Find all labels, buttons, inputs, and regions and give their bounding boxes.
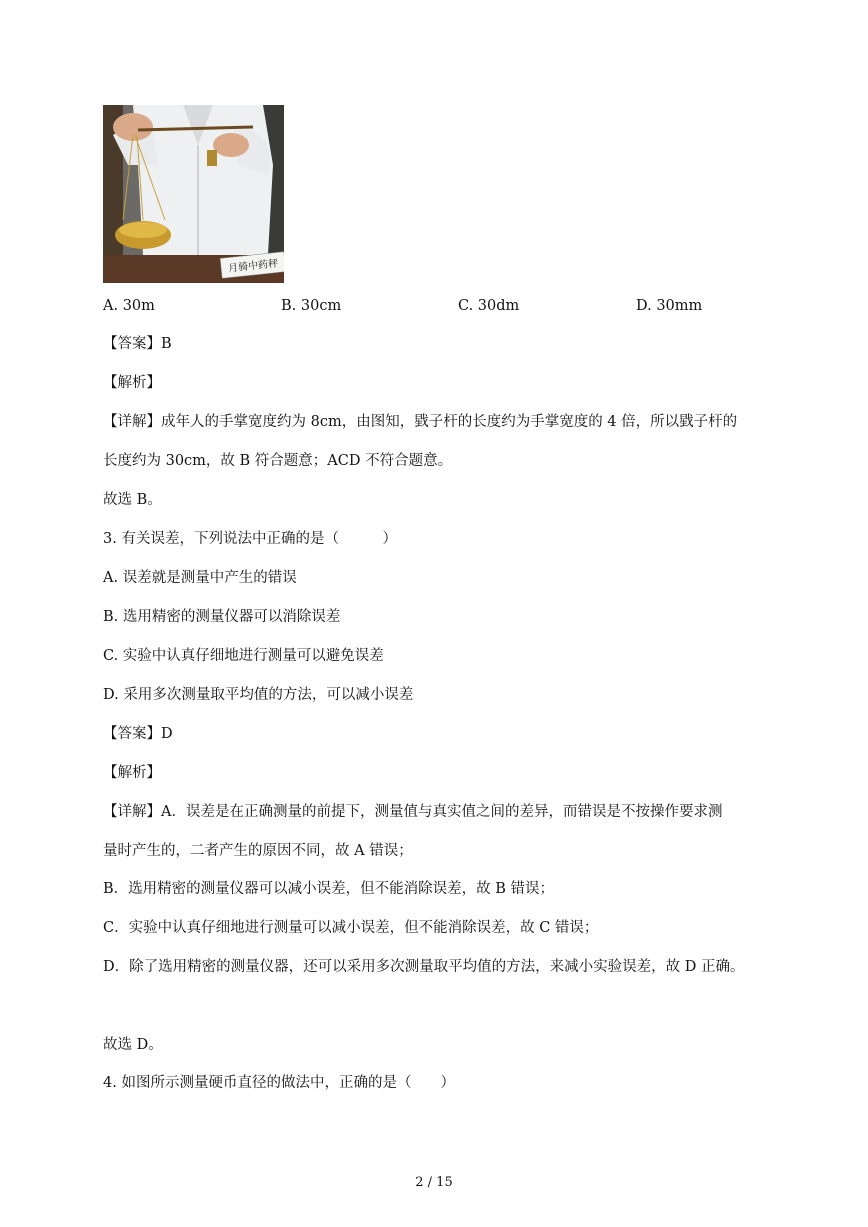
q3-option-a: A. 误差就是测量中产生的错误 (103, 570, 297, 586)
q3-detail-line-2: 量时产生的，二者产生的原因不同，故 A 错误； (103, 843, 413, 859)
q3-analysis: 【解析】 (103, 765, 161, 781)
q2-conclusion: 故选 B。 (103, 492, 162, 508)
q3-detail-line-5: D．除了选用精密的测量仪器，还可以采用多次测量取平均值的方法，来减小实验误差，故 D 正确。 (103, 959, 745, 975)
q3-option-c: C. 实验中认真仔细地进行测量可以避免误差 (103, 648, 384, 664)
scale-photo (103, 105, 284, 283)
q2-option-b: B. 30cm (281, 298, 342, 314)
q2-answer: 【答案】B (103, 336, 172, 352)
q4-stem: 4. 如图所示测量硬币直径的做法中，正确的是（ ） (103, 1075, 455, 1091)
q3-option-b: B. 选用精密的测量仪器可以消除误差 (103, 609, 341, 625)
q3-answer: 【答案】D (103, 726, 173, 742)
scale-label: 月骑中药秤 (227, 258, 279, 275)
q2-option-a: A. 30m (103, 298, 155, 314)
q3-detail-line-4: C．实验中认真仔细地进行测量可以减小误差，但不能消除误差，故 C 错误； (103, 920, 599, 936)
scale-photo-drawing (103, 105, 284, 283)
q2-detail-line-1: 【详解】成年人的手掌宽度约为 8cm，由图知，戥子杆的长度约为手掌宽度的 4 倍，所以戥子杆的 (103, 414, 738, 430)
q2-analysis: 【解析】 (103, 375, 161, 391)
q2-detail-line-2: 长度约为 30cm，故 B 符合题意；ACD 不符合题意。 (103, 453, 453, 469)
q2-option-d: D. 30mm (636, 298, 703, 314)
q2-option-c: C. 30dm (458, 298, 520, 314)
q3-stem: 3. 有关误差，下列说法中正确的是（ ） (103, 531, 397, 547)
q3-detail-line-3: B．选用精密的测量仪器可以减小误差，但不能消除误差，故 B 错误； (103, 881, 555, 897)
page-number: 2 / 15 (415, 1175, 453, 1190)
q3-option-d: D. 采用多次测量取平均值的方法，可以减小误差 (103, 687, 414, 703)
q3-conclusion: 故选 D。 (103, 1037, 163, 1053)
q3-detail-line-1: 【详解】A．误差是在正确测量的前提下，测量值与真实值之间的差异，而错误是不按操作要求测 (103, 804, 723, 820)
